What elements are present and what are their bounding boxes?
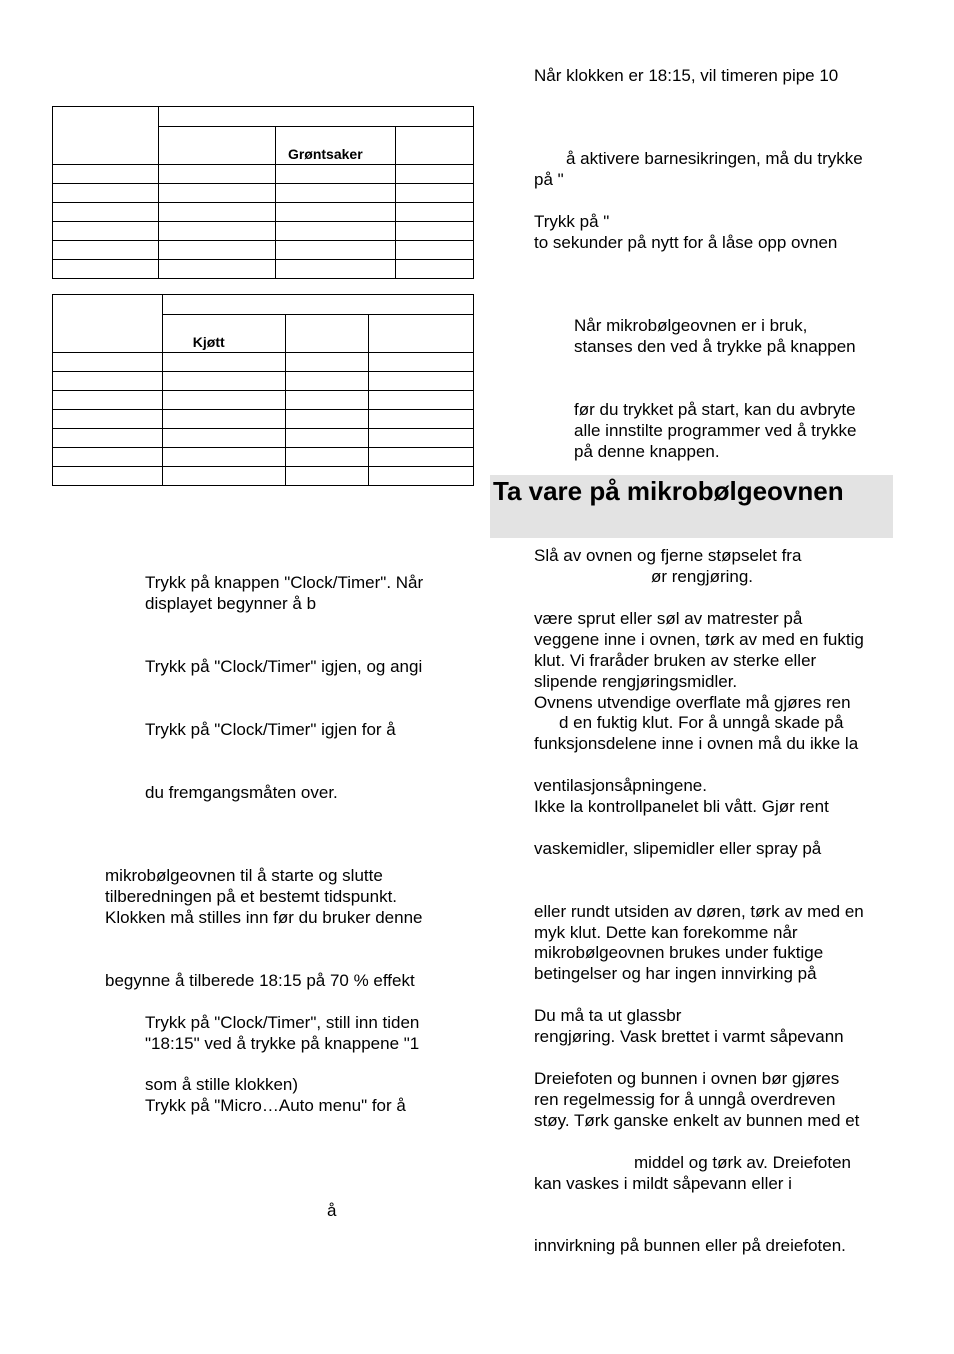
text-line: Trykk på "Clock/Timer", still inn tiden: [145, 1013, 420, 1032]
text-line: Trykk på ": [534, 212, 610, 231]
text-line: tilberedningen på et bestemt tidspunkt.: [105, 887, 398, 906]
text-line: middel og tørk av. Dreiefoten: [634, 1153, 851, 1172]
text-line: begynne å tilberede 18:15 på 70 % effekt: [105, 971, 415, 990]
text-line: slipende rengjøringsmidler.: [534, 672, 738, 691]
text-line: Trykk på "Micro…Auto menu" for å: [145, 1096, 406, 1115]
table-row: [53, 203, 474, 222]
text-line: Trykk på "Clock/Timer" igjen, og angi: [145, 657, 423, 676]
text-line: Når klokken er 18:15, vil timeren pipe 10: [534, 66, 839, 85]
text-line: Klokken må stilles inn før du bruker denne: [105, 908, 423, 927]
text-line: Ikke la kontrollpanelet bli vått. Gjør rent: [534, 797, 829, 816]
text-line: Dreiefoten og bunnen i ovnen bør gjøres: [534, 1069, 840, 1088]
section-heading-band: [490, 475, 893, 538]
meat-table: [52, 294, 474, 486]
text-line: rengjøring. Vask brettet i varmt såpevann: [534, 1027, 844, 1046]
text-line: betingelser og har ingen innvirking på: [534, 964, 817, 983]
table-row: [53, 260, 474, 279]
text-line: på denne knappen.: [574, 442, 720, 461]
table-cell: [53, 107, 159, 165]
table-header-meat: Kjøtt: [162, 315, 285, 353]
table-cell: [53, 295, 163, 353]
text-line: mikrobølgeovnen brukes under fuktige: [534, 943, 824, 962]
text-line: veggene inne i ovnen, tørk av med en fuktig: [534, 630, 864, 649]
text-line: d en fuktig klut. For å unngå skade på: [559, 713, 844, 732]
table-header-vegetables: Grøntsaker: [275, 127, 395, 165]
text-line: klut. Vi fraråder bruken av sterke eller: [534, 651, 817, 670]
text-line: som å stille klokken): [145, 1075, 299, 1094]
text-line: å: [327, 1201, 337, 1220]
text-line: to sekunder på nytt for å låse opp ovnen: [534, 233, 838, 252]
text-line: funksjonsdelene inne i ovnen må du ikke la: [534, 734, 859, 753]
text-line: du fremgangsmåten over.: [145, 783, 338, 802]
text-line: ør rengjøring.: [651, 567, 754, 586]
text-line: Trykk på knappen "Clock/Timer". Når: [145, 573, 424, 592]
table-row: [53, 372, 474, 391]
text-line: Ovnens utvendige overflate må gjøres ren: [534, 693, 851, 712]
text-line: kan vaskes i mildt såpevann eller i: [534, 1174, 792, 1193]
table-row: [53, 184, 474, 203]
table-cell: [159, 127, 276, 165]
table-cell: [162, 295, 473, 315]
section-heading: Ta vare på mikrobølgeovnen: [493, 476, 844, 506]
text-line: displayet begynner å b: [145, 594, 317, 613]
table-cell: [159, 107, 474, 127]
text-line: være sprut eller søl av matrester på: [534, 609, 803, 628]
text-line: på ": [534, 170, 564, 189]
text-line: myk klut. Dette kan forekomme når: [534, 923, 798, 942]
table-cell: [395, 127, 473, 165]
text-line: eller rundt utsiden av døren, tørk av med en: [534, 902, 864, 921]
table-cell: [368, 315, 473, 353]
text-line: Slå av ovnen og fjerne støpselet fra: [534, 546, 802, 565]
text-line: vaskemidler, slipemidler eller spray på: [534, 839, 822, 858]
vegetable-table: [52, 106, 474, 279]
table-row: [53, 241, 474, 260]
table-row: [53, 391, 474, 410]
text-line: ren regelmessig for å unngå overdreven: [534, 1090, 836, 1109]
text-line: "18:15" ved å trykke på knappene "1: [145, 1034, 420, 1053]
text-line: mikrobølgeovnen til å starte og slutte: [105, 866, 383, 885]
text-line: å aktivere barnesikringen, må du trykke: [566, 149, 863, 168]
text-line: før du trykket på start, kan du avbryte: [574, 400, 856, 419]
text-line: støy. Tørk ganske enkelt av bunnen med et: [534, 1111, 860, 1130]
table-row: [53, 165, 474, 184]
table-row: [53, 448, 474, 467]
table-cell: [285, 315, 368, 353]
table-row: [53, 353, 474, 372]
text-line: stanses den ved å trykke på knappen: [574, 337, 856, 356]
table-row: [53, 429, 474, 448]
table-row: [53, 467, 474, 486]
table-row: [53, 222, 474, 241]
text-line: alle innstilte programmer ved å trykke: [574, 421, 857, 440]
text-line: Trykk på "Clock/Timer" igjen for å: [145, 720, 396, 739]
text-line: innvirkning på bunnen eller på dreiefoten.: [534, 1236, 846, 1255]
text-line: Du må ta ut glassbr: [534, 1006, 682, 1025]
text-line: ventilasjonsåpningene.: [534, 776, 707, 795]
table-row: [53, 410, 474, 429]
text-line: Når mikrobølgeovnen er i bruk,: [574, 316, 808, 335]
